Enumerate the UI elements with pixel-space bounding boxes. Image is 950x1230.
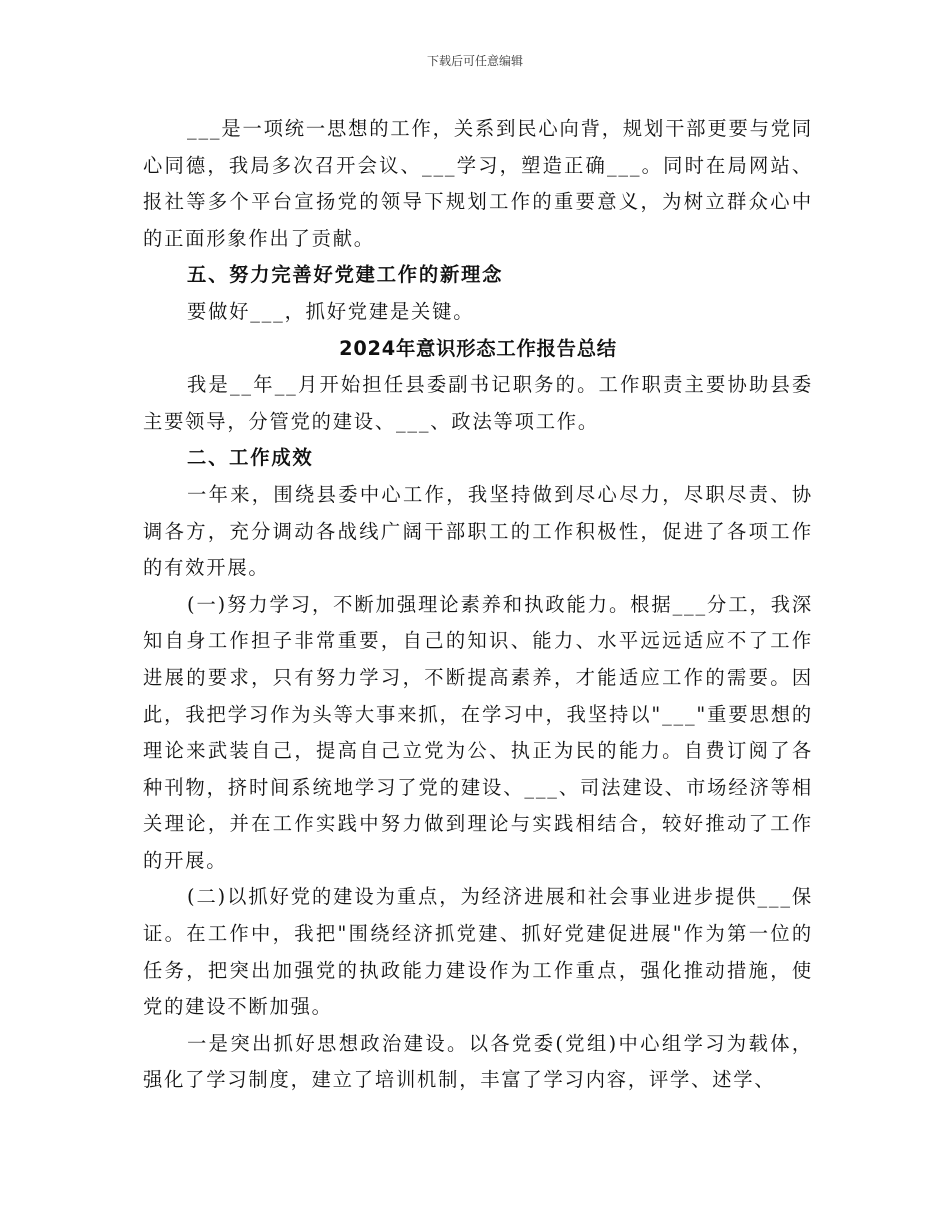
paragraph: ___是一项统一思想的工作，关系到民心向背，规划干部更要与党同心同德，我局多次召开会议、___学习，塑造正确___。同时在局网站、报社等多个平台宣扬党的领导下规划工作的重要意义，为树立群众心中的正面形象作出了贡献。 — [143, 117, 813, 250]
document-body — [143, 111, 813, 1099]
section-heading: 二、工作成效 — [187, 446, 314, 470]
paragraph: 要做好___，抓好党建是关键。 — [187, 299, 475, 323]
paragraph: 一年来，围绕县委中心工作，我坚持做到尽心尽力，尽职尽责、协调各方，充分调动各战线广阔干部职工的工作积极性，促进了各项工作的有效开展。 — [143, 482, 813, 580]
paragraph: (二)以抓好党的建设为重点，为经济进展和社会事业进步提供___保证。在工作中，我把"围绕经济抓党建、抓好党建促进展"作为第一位的任务，把突出加强党的执政能力建设作为工作重点，强化推动措施，使党的建设不断加强。 — [143, 885, 813, 1019]
paragraph: 一是突出抓好思想政治建设。以各党委(党组)中心组学习为载体，强化了学习制度，建立了培训机制，丰富了学习内容，评学、述学、 — [143, 1031, 813, 1092]
section-heading: 五、努力完善好党建工作的新理念 — [187, 263, 504, 287]
paragraph: (一)努力学习，不断加强理论素养和执政能力。根据___分工，我深知自身工作担子非常重要，自己的知识、能力、水平远远适应不了工作进展的要求，只有努力学习，不断提高素养，才能适应工作的需要。因此，我把学习作为头等大事来抓，在学习中，我坚持以"___"重要思想的理论来武装自己，提高自己立党为公、执正为民的能力。自费订阅了各种刊物，挤时间系统地学习了党的建设、___、司法建设、市场经济等相关理论，并在工作实践中努力做到理论与实践相结合，较好推动了工作的开展。 — [143, 592, 813, 872]
page-header: 下载后可任意编辑 — [426, 54, 523, 68]
paragraph: 我是__年__月开始担任县委副书记职务的。工作职责主要协助县委主要领导，分管党的建设、___、政法等项工作。 — [143, 373, 813, 433]
document-title: 2024年意识形态工作报告总结 — [339, 336, 617, 360]
